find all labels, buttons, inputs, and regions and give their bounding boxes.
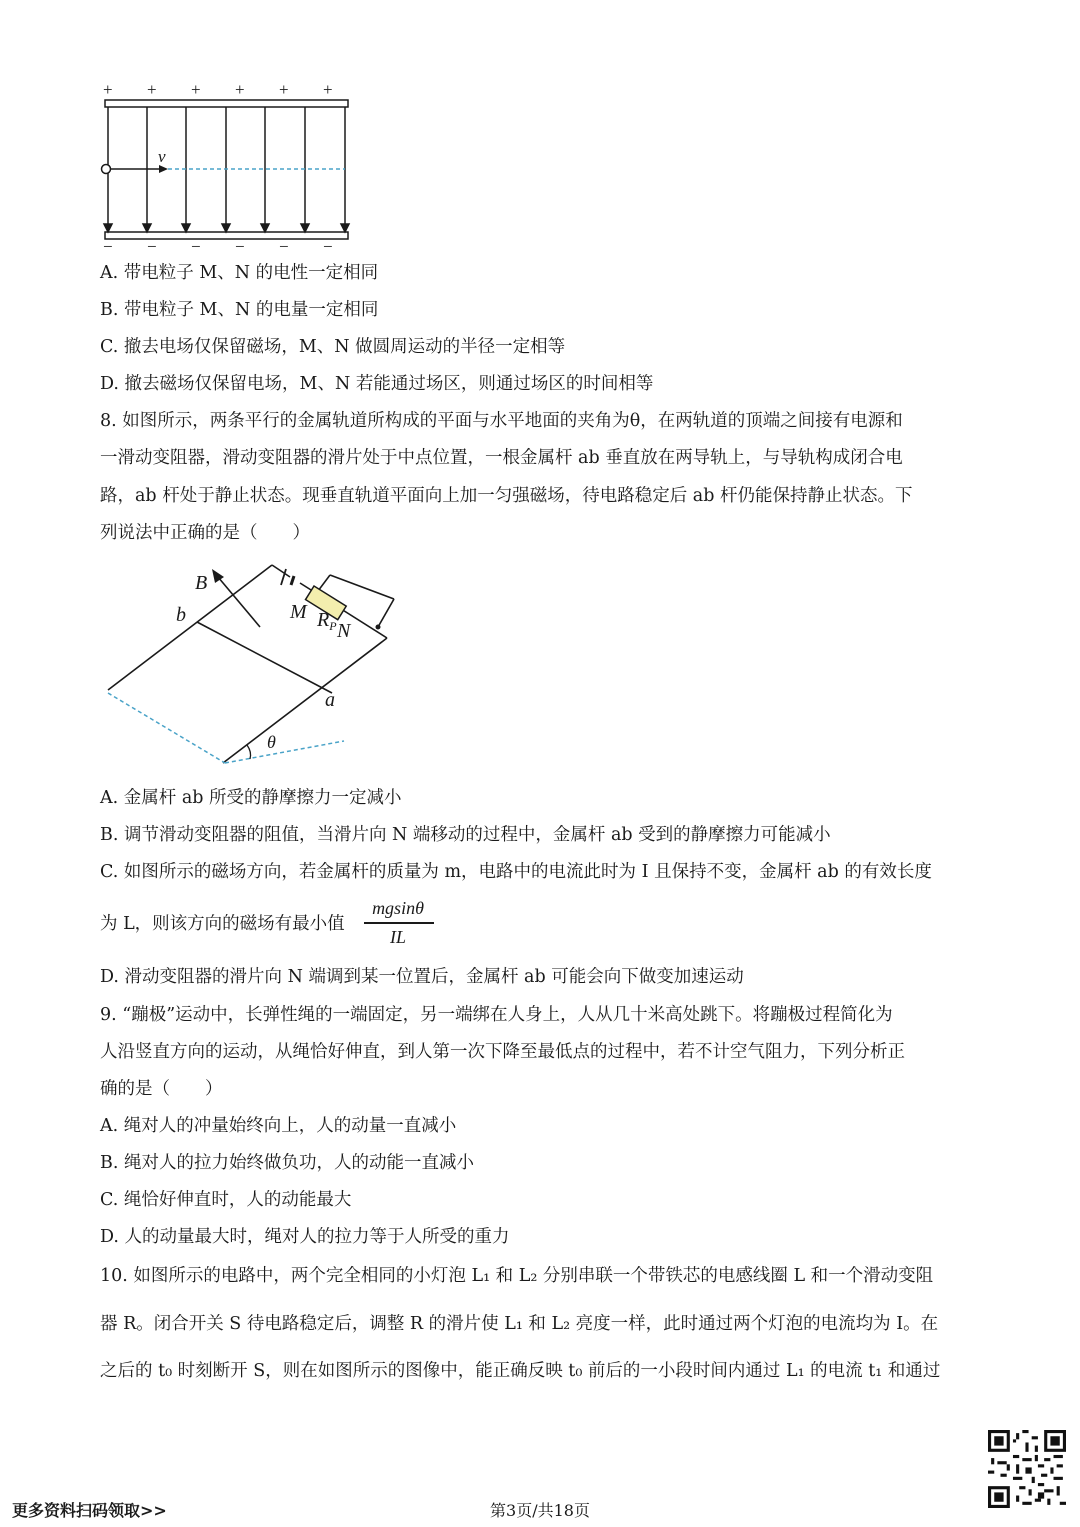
q8-option-d: D. 滑动变阻器的滑片向 N 端调到某一位置后，金属杆 ab 可能会向下做变加速运动 [100,967,744,987]
label-n: N [337,620,351,642]
minus-sign: − [279,237,289,253]
minus-sign: − [147,237,157,253]
q9-option-b: B. 绳对人的拉力始终做负功，人的动能一直减小 [100,1153,474,1173]
q7-option-b: B. 带电粒子 M、N 的电量一定相同 [100,300,379,320]
q9-option-a: A. 绳对人的冲量始终向上，人的动量一直减小 [100,1116,457,1136]
plus-sign: + [235,80,245,99]
rail-lower [223,638,387,763]
rheostat-junction [376,625,381,630]
slope-dashed-left [108,693,225,763]
q8-stem-line-2: 一滑动变阻器，滑动变阻器的滑片处于中点位置，一根金属杆 ab 垂直放在两导轨上，与导轨构成闭合电 [100,448,903,468]
footer-more-resources-link[interactable]: 更多资料扫码领取>> [12,1501,167,1520]
battery-plate-short [291,576,294,585]
fraction-numerator: mgsinθ [372,898,424,918]
q7-option-a: A. 带电粒子 M、N 的电性一定相同 [100,263,379,283]
q9-stem-line-1: 9. “蹦极”运动中，长弹性绳的一端固定，另一端绑在人身上，人从几十米高处跳下。将蹦极过程简化为 [100,1005,893,1025]
rail-upper [108,565,272,690]
plus-sign: + [103,80,113,99]
fraction-bar [364,922,434,924]
fraction-denominator: IL [389,927,406,947]
q7-option-c: C. 撤去电场仅保留磁场，M、N 做圆周运动的半径一定相等 [100,337,566,357]
label-b-end: b [176,604,186,626]
q8-stem-line-4: 列说法中正确的是（ ） [100,523,310,543]
plus-sign: + [191,80,201,99]
ground-dashed [225,741,344,763]
q9-stem-line-2: 人沿竖直方向的运动，从绳恰好伸直，到人第一次下降至最低点的过程中，若不计空气阻力，下列分析正 [100,1042,905,1062]
q8-stem-line-1: 8. 如图所示，两条平行的金属轨道所构成的平面与水平地面的夹角为θ，在两轨道的顶端之间接有电源和 [100,411,903,431]
q8-option-c-line-2: 为 L，则该方向的磁场有最小值 [100,914,345,934]
label-theta: θ [267,732,276,752]
minus-sign: − [323,237,333,253]
q9-option-d: D. 人的动量最大时，绳对人的拉力等于人所受的重力 [100,1227,510,1247]
top-plate [105,100,348,107]
velocity-label: v [158,147,166,166]
figure-parallel-plates [95,78,360,253]
q8-option-b: B. 调节滑动变阻器的阻值，当滑片向 N 端移动的过程中，金属杆 ab 受到的静摩擦力可能减小 [100,825,831,845]
particle-entry-point [102,165,111,174]
q8-option-c-line-1: C. 如图所示的磁场方向，若金属杆的质量为 m，电路中的电流此时为 I 且保持不变，金属杆 ab 的有效长度 [100,862,932,882]
minus-sign: − [235,237,245,253]
label-b-field: B [195,572,208,594]
plus-sign: + [279,80,289,99]
plus-sign: + [147,80,157,99]
figure-inclined-rails [100,555,410,770]
minus-sign: − [191,237,201,253]
q8-option-a: A. 金属杆 ab 所受的静摩擦力一定减小 [100,788,402,808]
label-rp: $R_P$ [317,609,337,633]
plus-sign: + [323,80,333,99]
rod-ab [197,622,332,693]
q7-option-d: D. 撤去磁场仅保留电场，M、N 若能通过场区，则通过场区的时间相等 [100,374,654,394]
qr-code-icon[interactable] [988,1430,1066,1508]
bottom-plate [105,232,348,239]
q9-stem-line-3: 确的是（ ） [100,1079,223,1099]
q10-stem-line-2: 器 R。闭合开关 S 待电路稳定后，调整 R 的滑片使 L₁ 和 L₂ 亮度一样，此时通过两个灯泡的电流均为 I。在 [100,1314,939,1334]
angle-arc [247,745,251,759]
page-number: 第3页/共18页 [490,1501,590,1520]
minus-sign: − [103,237,113,253]
label-a: a [325,689,335,711]
q8-stem-line-3: 路，ab 杆处于静止状态。现垂直轨道平面向上加一匀强磁场，待电路稳定后 ab 杆仍能保持静止状态。下 [100,486,913,506]
q10-stem-line-3: 之后的 t₀ 时刻断开 S，则在如图所示的图像中，能正确反映 t₀ 前后的一小段时间内通过 L₁ 的电流 t₁ 和通过 [100,1361,941,1381]
q10-stem-line-1: 10. 如图所示的电路中，两个完全相同的小灯泡 L₁ 和 L₂ 分别串联一个带铁芯的电感线圈 L 和一个滑动变阻 [100,1266,934,1286]
label-m: M [290,601,307,623]
q9-option-c: C. 绳恰好伸直时，人的动能最大 [100,1190,352,1210]
